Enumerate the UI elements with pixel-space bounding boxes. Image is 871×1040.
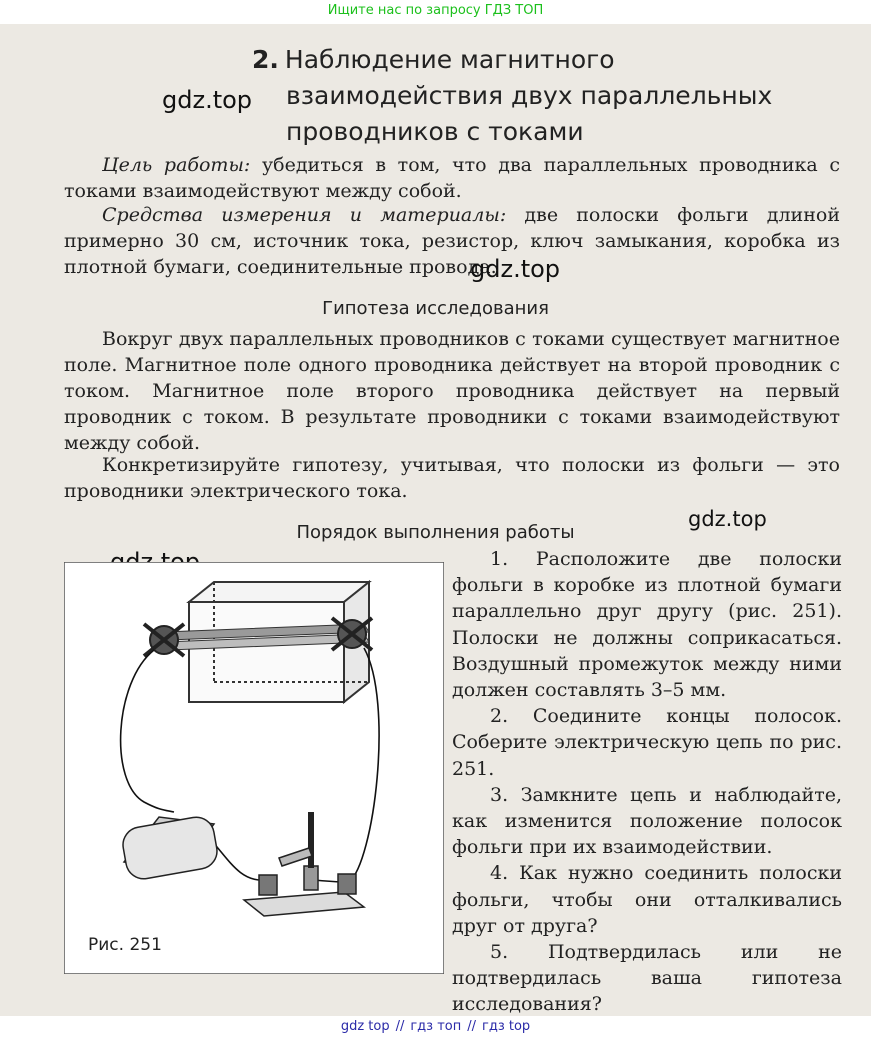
circuit-illustration: [64, 562, 444, 974]
top-banner[interactable]: Ищите нас по запросу ГДЗ ТОП: [327, 3, 544, 18]
goal-text: убедиться в том, что два параллельных проводника с токами взаимодействуют между собой.: [64, 154, 840, 202]
title-line-1: Наблюдение магнитного: [284, 45, 615, 74]
materials-label: Средства измерения и материалы:: [102, 204, 507, 226]
procedure-heading: Порядок выполнения работы: [296, 522, 575, 543]
figure-251: [64, 562, 444, 974]
title-line-2: взаимодействия двух параллельных: [286, 81, 773, 110]
bottom-separator: //: [395, 1019, 405, 1034]
bottom-link-3[interactable]: гдз top: [482, 1019, 531, 1034]
step-2: 2. Соедините концы полосок. Соберите электрическую цепь по рис. 251.: [452, 705, 842, 780]
hypothesis-paragraph-1: Вокруг двух параллельных проводников с токами существует магнитное поле. Магнитное поле одного проводника действует на второй проводник с током. Магнитное поле второго проводника действует на первый проводник с током. В результате проводники с токами взаимодействуют между собой.: [64, 328, 840, 454]
step-3: 3. Замкните цепь и наблюдайте, как изменится положение полосок фольги при их взаимодействии.: [452, 783, 842, 859]
goal-paragraph: [64, 152, 840, 204]
goal-label: Цель работы:: [102, 154, 251, 176]
watermark: gdz.top: [688, 507, 767, 531]
figure-caption: Рис. 251: [88, 935, 162, 955]
step-5: 5. Подтвердилась или не подтвердилась ваша гипотеза исследования?: [452, 941, 842, 1016]
bottom-links: [0, 1016, 871, 1040]
watermark: gdz.top: [470, 255, 561, 283]
bottom-separator: //: [467, 1019, 476, 1034]
step-1: 1. Расположите две полоски фольги в коробке из плотной бумаги параллельно друг другу (рис. 251). Полоски не должны соприкасаться. Воздушный промежуток между ними должен составлять 3–5 мм.: [452, 548, 842, 702]
procedure-steps: [452, 546, 842, 1018]
page-title: [252, 42, 812, 150]
step-4: 4. Как нужно соединить полоски фольги, чтобы они отталкивались друг от друга?: [452, 862, 842, 937]
hypothesis-heading: Гипотеза исследования: [322, 298, 549, 319]
materials-text: две полоски фольги длиной примерно 30 см, источник тока, резистор, ключ замыкания, коробка из плотной бумаги, соединительные провода.: [64, 204, 840, 278]
watermark: gdz.top: [162, 86, 253, 114]
hypothesis-paragraph-2: Конкретизируйте гипотезу, учитывая, что полоски из фольги — это проводники электрического тока.: [64, 454, 840, 502]
left-clamp-icon: [144, 624, 184, 656]
bottom-link-1[interactable]: gdz top: [340, 1019, 390, 1034]
title-line-3: проводников с токами: [286, 117, 584, 146]
bottom-link-2[interactable]: гдз топ: [410, 1019, 462, 1034]
right-clamp-icon: [332, 618, 372, 650]
materials-paragraph: [64, 202, 840, 280]
title-number: 2.: [252, 45, 279, 74]
